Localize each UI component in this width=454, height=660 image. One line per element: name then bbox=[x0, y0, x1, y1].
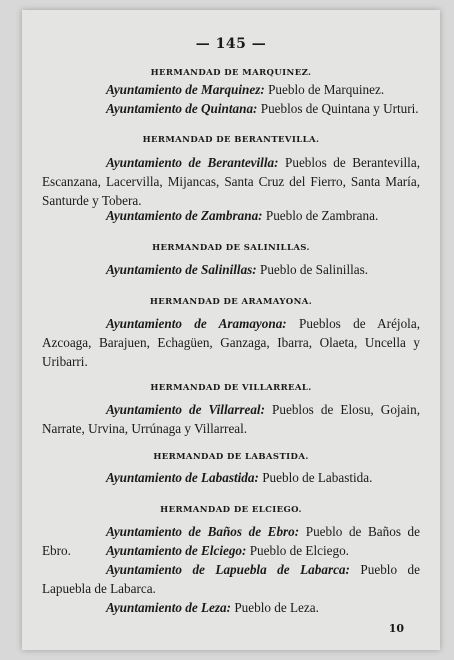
entry-leza bbox=[42, 598, 420, 617]
entry-label: Ayuntamiento de Elciego: bbox=[106, 543, 247, 558]
entry-text: Pueblo de Baños de Ebro. bbox=[42, 524, 420, 558]
entry-label: Ayuntamiento de Villarreal: bbox=[106, 402, 265, 417]
entry-text: Pueblos de Quintana y Urturi. bbox=[260, 101, 419, 116]
entry-label: Ayuntamiento de Aramayona: bbox=[106, 316, 287, 331]
entry-label: Ayuntamiento de Leza: bbox=[106, 600, 232, 615]
signature-mark: 10 bbox=[388, 622, 404, 635]
entry-marquinez bbox=[42, 80, 420, 99]
entry-label: Ayuntamiento de Labastida: bbox=[106, 470, 259, 485]
entry-label: Ayuntamiento de Zambrana: bbox=[106, 208, 263, 223]
entry-labastida bbox=[42, 468, 420, 487]
entry-label: Ayuntamiento de Quintana: bbox=[106, 101, 258, 116]
entry-text: Pueblos de Elosu, Gojain, Narrate, Urvina, Urrúnaga y Villarreal. bbox=[42, 402, 420, 436]
entry-label: Ayuntamiento de Berantevilla: bbox=[106, 155, 279, 170]
page-number: — 145 — bbox=[195, 36, 267, 52]
entry-text: Pueblo de Lapuebla de Labarca. bbox=[42, 562, 420, 596]
entry-text: Pueblo de Labastida. bbox=[262, 470, 373, 485]
entry-lapuebla-de-labarca bbox=[42, 560, 420, 598]
entry-berantevilla bbox=[42, 153, 420, 210]
entry-elciego bbox=[42, 541, 420, 560]
entry-salinillas bbox=[42, 260, 420, 279]
entry-label: Ayuntamiento de Baños de Ebro: bbox=[106, 524, 300, 539]
section-title-elciego: HERMANDAD DE ELCIEGO. bbox=[160, 505, 302, 515]
section-title-labastida: HERMANDAD DE LABASTIDA. bbox=[153, 452, 309, 462]
entry-text: Pueblo de Elciego. bbox=[249, 543, 349, 558]
entry-villarreal bbox=[42, 400, 420, 438]
entry-text: Pueblos de Aréjola, Azcoaga, Barajuen, Echagüen, Ganzaga, Ibarra, Olaeta, Uncella y Uribarri. bbox=[42, 316, 420, 369]
entry-text: Pueblo de Salinillas. bbox=[260, 262, 369, 277]
entry-text: Pueblo de Leza. bbox=[234, 600, 319, 615]
entry-text: Pueblos de Berantevilla, Escanzana, Lacervilla, Mijancas, Santa Cruz del Fierro, Santa María, Santurde y Tobera. bbox=[42, 155, 420, 208]
entry-quintana bbox=[42, 99, 420, 118]
entry-label: Ayuntamiento de Marquinez: bbox=[106, 82, 265, 97]
section-title-salinillas: HERMANDAD DE SALINILLAS. bbox=[152, 243, 310, 253]
entry-label: Ayuntamiento de Lapuebla de Labarca: bbox=[106, 562, 350, 577]
section-title-marquinez: HERMANDAD DE MARQUINEZ. bbox=[150, 68, 312, 78]
entry-aramayona bbox=[42, 314, 420, 371]
entry-text: Pueblo de Zambrana. bbox=[265, 208, 379, 223]
section-title-aramayona: HERMANDAD DE ARAMAYONA. bbox=[149, 297, 313, 307]
entry-text: Pueblo de Marquinez. bbox=[268, 82, 385, 97]
section-title-villarreal: HERMANDAD DE VILLARREAL. bbox=[150, 383, 312, 393]
section-title-berantevilla: HERMANDAD DE BERANTEVILLA. bbox=[142, 135, 320, 145]
entry-label: Ayuntamiento de Salinillas: bbox=[106, 262, 257, 277]
entry-zambrana bbox=[42, 206, 420, 225]
book-page bbox=[22, 10, 440, 650]
